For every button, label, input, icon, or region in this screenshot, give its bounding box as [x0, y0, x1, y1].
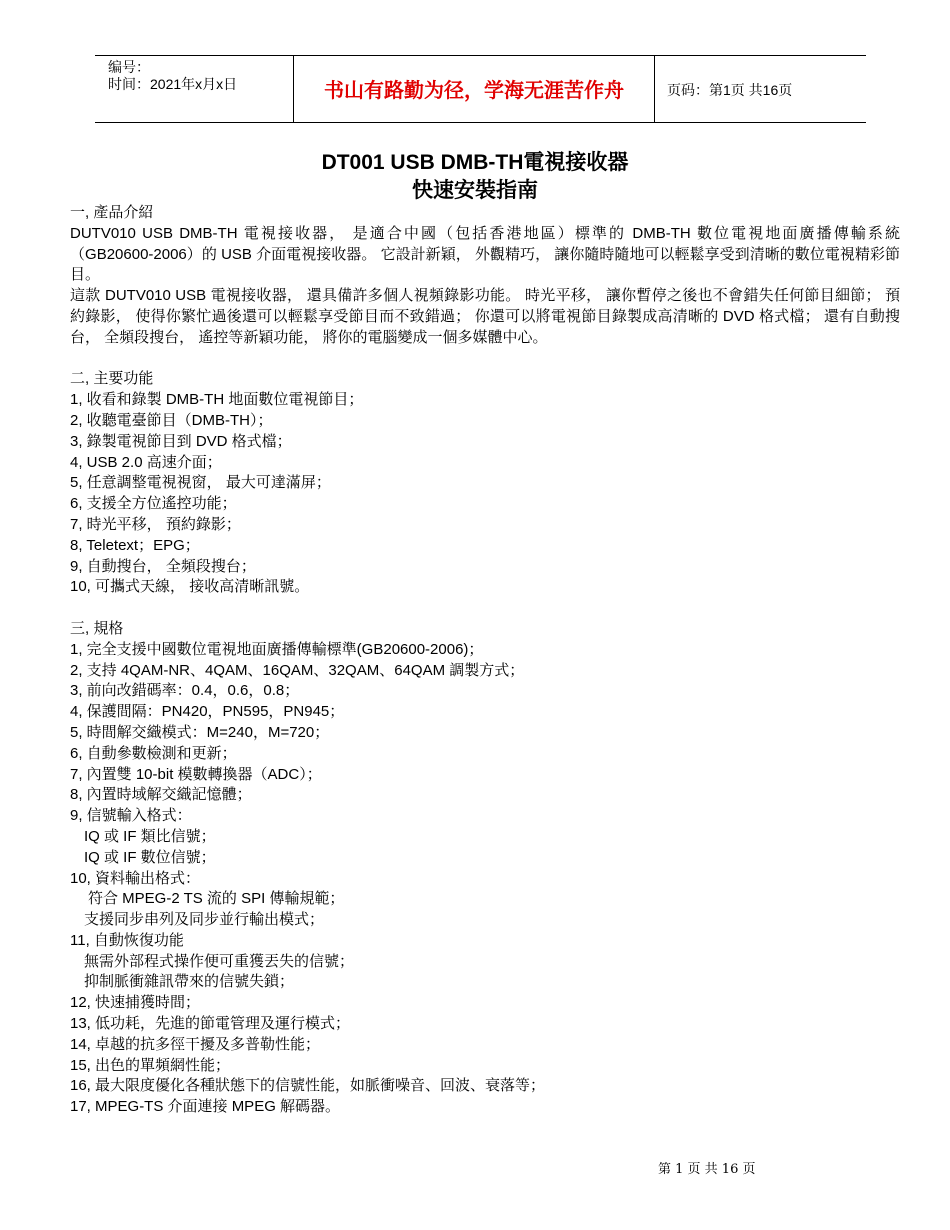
feature-item: 2, 收聽電臺節目（DMB-TH）；	[70, 411, 273, 429]
spec-item: 8, 內置時域解交織記憶體；	[70, 786, 252, 804]
document-time-label: 时间：2021年x月x日	[108, 76, 238, 92]
spec-item: 5, 時間解交織模式：M=240，M=720；	[70, 723, 330, 741]
document-body	[70, 203, 900, 1118]
document-subtitle: 快速安裝指南	[412, 179, 538, 202]
spec-item: 17, MPEG-TS 介面連接 MPEG 解碼器。	[70, 1098, 341, 1116]
header-motto: 书山有路勤为径，学海无涯苦作舟	[294, 56, 655, 122]
spec-item: 4, 保護間隔：PN420，PN595，PN945；	[70, 703, 345, 721]
spec-item: 3, 前向改錯碼率：0.4，0.6，0.8；	[70, 682, 300, 700]
document-title: DT001 USB DMB-TH電視接收器	[321, 151, 629, 174]
spec-item: 14, 卓越的抗多徑干擾及多普勒性能；	[70, 1035, 321, 1053]
spec-item: 2, 支持 4QAM-NR、4QAM、16QAM、32QAM、64QAM 調製方式；	[70, 661, 525, 679]
spec-subitem: IQ 或 IF 類比信號；	[84, 827, 216, 845]
spec-item: 9, 信號輸入格式：	[70, 807, 192, 825]
header-meta-cell	[95, 56, 294, 122]
feature-item: 7, 時光平移， 預約錄影；	[70, 515, 241, 533]
document-number-label: 编号：	[108, 59, 150, 75]
feature-item: 3, 錄製電視節目到 DVD 格式檔；	[70, 432, 292, 450]
section-heading-specs: 三, 規格	[70, 619, 124, 637]
spec-subitem: 抑制脈衝雜訊帶來的信號失鎖；	[84, 973, 295, 991]
feature-item: 1, 收看和錄製 DMB-TH 地面數位電視節目；	[70, 391, 364, 409]
spec-item: 13, 低功耗，先進的節電管理及運行模式；	[70, 1015, 351, 1033]
spec-subitem: 支援同步串列及同步並行輸出模式；	[84, 911, 325, 929]
spec-item: 16, 最大限度優化各種狀態下的信號性能，如脈衝噪音、回波、衰落等；	[70, 1077, 546, 1095]
section-heading-features: 二, 主要功能	[70, 370, 154, 388]
feature-item: 6, 支援全方位遙控功能；	[70, 495, 237, 513]
spec-item: 7, 內置雙 10-bit 模數轉換器（ADC）；	[70, 765, 322, 783]
header-table	[95, 55, 866, 123]
spec-item: 10, 資料輸出格式：	[70, 869, 201, 887]
spec-item: 1, 完全支援中國數位電視地面廣播傳輸標準(GB20600-2006)；	[70, 640, 484, 658]
spec-subitem: 符合 MPEG-2 TS 流的 SPI 傳輸規範；	[88, 890, 345, 908]
feature-item: 4, USB 2.0 高速介面；	[70, 453, 222, 471]
intro-paragraph-2: 這款 DUTV010 USB 電視接收器， 還具備許多個人視頻錄影功能。 時光平移， 讓你暫停之後也不會錯失任何節目細節； 預約錄影， 使得你繁忙過後還可以輕鬆享受節目而不致錯過； 你還可以將電視節目錄製成高清晰的 DVD 格式檔； 還有自動搜台， 全頻段搜台， 遙控等新穎功能， 將你的電腦變成一個多媒體中心。	[70, 287, 900, 346]
intro-paragraph-1: DUTV010 USB DMB-TH 電視接收器， 是適合中國（包括香港地區）標準的 DMB-TH 數位電視地面廣播傳輸系統（GB20600-2006）的 USB 介面電視接收器。 它設計新穎， 外觀精巧， 讓你隨時隨地可以輕鬆享受到清晰的數位電視精彩節目。	[70, 224, 900, 284]
section-heading-intro: 一, 產品介紹	[70, 204, 154, 221]
feature-item: 9, 自動搜台， 全頻段搜台；	[70, 557, 256, 575]
feature-item: 10, 可攜式天線， 接收高清晰訊號。	[70, 578, 310, 596]
feature-item: 5, 任意調整電視視窗， 最大可達滿屏；	[70, 474, 331, 492]
feature-item: 8, Teletext；EPG；	[70, 536, 200, 554]
spec-item: 11, 自動恢復功能	[70, 931, 184, 949]
spec-subitem: IQ 或 IF 數位信號；	[84, 848, 216, 866]
spec-item: 15, 出色的單頻網性能；	[70, 1056, 231, 1074]
spacer	[70, 598, 900, 619]
page-footer: 第 1 页 共 16 页	[658, 1162, 756, 1177]
header-page-info: 页码：第1页 共16页	[667, 81, 793, 98]
spec-item: 12, 快速捕獲時間；	[70, 994, 201, 1012]
spec-item: 6, 自動參數檢測和更新；	[70, 744, 237, 762]
spec-subitem: 無需外部程式操作便可重獲丟失的信號；	[84, 952, 355, 970]
spacer	[70, 349, 900, 370]
